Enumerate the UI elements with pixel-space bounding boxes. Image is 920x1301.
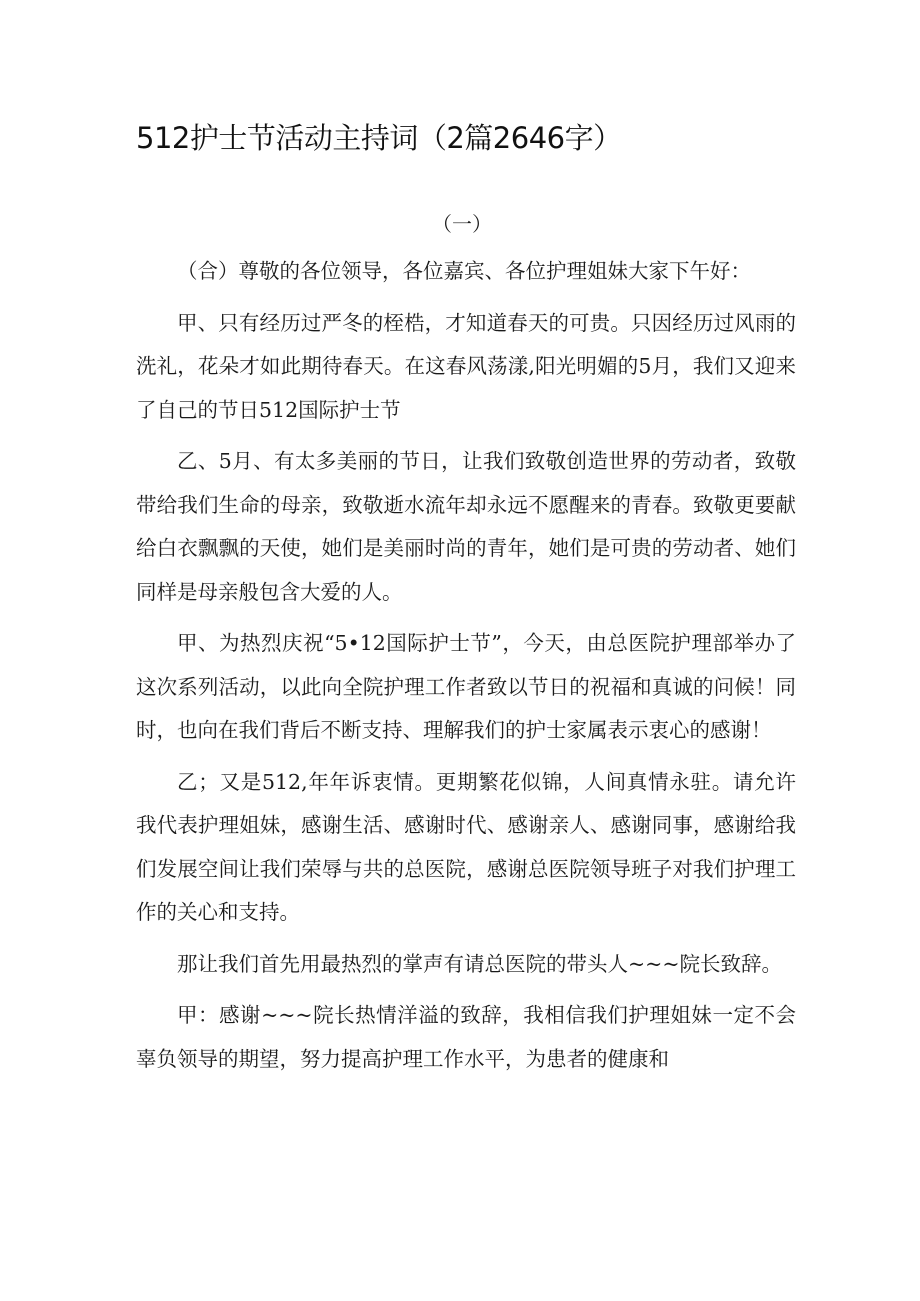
paragraph-greeting: （合）尊敬的各位领导，各位嘉宾、各位护理姐妹大家下午好： [177,259,751,283]
document-body [136,250,796,1089]
document-title: 512护士节活动主持词（2篇2646字） [136,121,622,155]
section-label: （一） [432,212,492,236]
paragraph-jia-2: 甲、为热烈庆祝“5•12国际护士节”，今天，由总医院护理部举办了这次系列活动，以此向全院护理工作者致以节日的祝福和真诚的问候！同时，也向在我们背后不断支持、理解我们的护士家属表示衷心的感谢！ [136,631,796,742]
paragraph-jia-3: 甲：感谢~~~院长热情洋溢的致辞，我相信我们护理姐妹一定不会辜负领导的期望，努力提高护理工作水平，为患者的健康和 [136,1003,796,1071]
paragraph-jia-1: 甲、只有经历过严冬的桎梏，才知道春天的可贵。只因经历过风雨的洗礼，花朵才如此期待春天。在这春风荡漾,阳光明媚的5月，我们又迎来了自己的节日512国际护士节 [136,310,796,422]
paragraph-invite-speech: 那让我们首先用最热烈的掌声有请总医院的带头人~~~院长致辞。 [177,951,783,976]
paragraph-yi-1: 乙、5月、有太多美丽的节日，让我们致敬创造世界的劳动者，致敬带给我们生命的母亲，致敬逝水流年却永远不愿醒来的青春。致敬更要献给白衣飘飘的天使，她们是美丽时尚的青年，她们是可贵的劳动者、她们同样是母亲般包含大爱的人。 [136,449,796,604]
paragraph-yi-2: 乙；又是512,年年诉衷情。更期繁花似锦，人间真情永驻。请允许我代表护理姐妹，感谢生活、感谢时代、感谢亲人、感谢同事，感谢给我们发展空间让我们荣辱与共的总医院，感谢总医院领导班子对我们护理工作的关心和支持。 [136,769,796,924]
